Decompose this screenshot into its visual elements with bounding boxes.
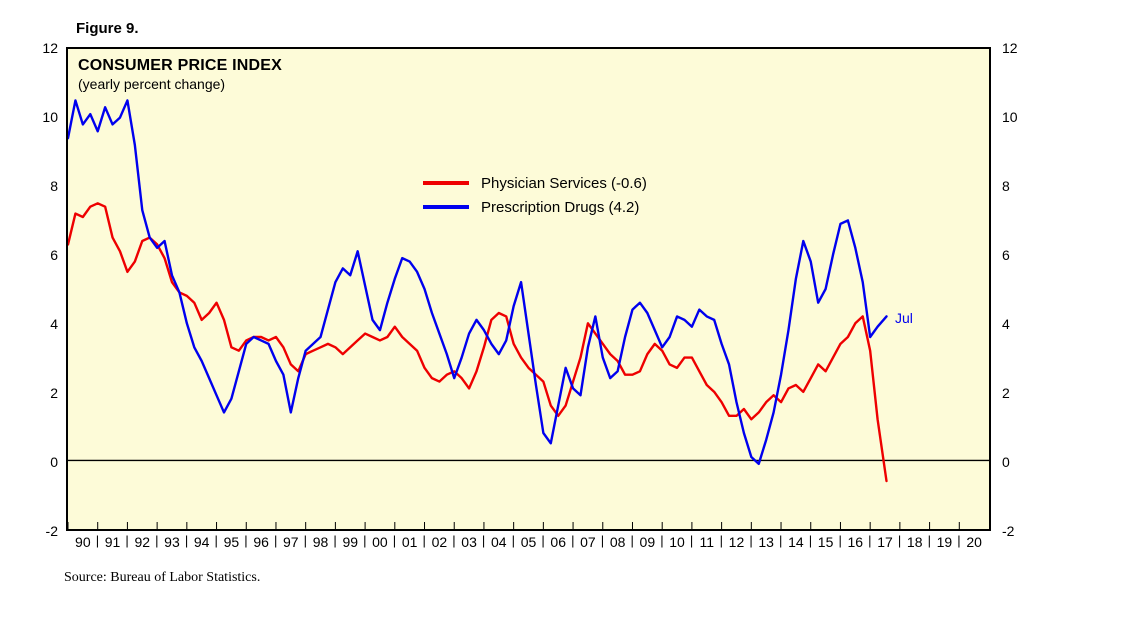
x-axis-tick-separator: | [392, 533, 397, 548]
x-axis-tick-separator: | [95, 533, 100, 548]
y-axis-tick-right-8: 8 [1002, 178, 1010, 194]
x-axis-tick-08: 08 [609, 534, 626, 550]
x-axis-tick-separator: | [303, 533, 308, 548]
legend-item-physician [423, 171, 647, 195]
y-axis-tick-right-0: 0 [1002, 454, 1010, 470]
x-axis-tick-separator: | [868, 533, 872, 548]
x-axis-tick-16: 16 [847, 534, 864, 550]
x-axis-tick-03: 03 [461, 534, 477, 550]
x-axis-tick-92: 92 [134, 534, 151, 550]
legend-label-physician: Physician Services (-0.6) [481, 174, 647, 192]
y-axis-tick-left-0: 0 [50, 454, 58, 470]
x-axis-tick-01: 01 [401, 534, 418, 550]
y-axis-tick-right-4: 4 [1002, 316, 1010, 332]
y-axis-tick-right-6: 6 [1002, 247, 1010, 263]
y-axis-tick-left-2: 2 [50, 385, 58, 401]
y-axis-tick-right-neg2: -2 [1002, 523, 1015, 539]
x-axis-tick-20: 20 [966, 534, 982, 550]
x-axis-tick-99: 99 [342, 534, 359, 550]
x-axis-tick-separator: | [363, 533, 367, 548]
y-axis-tick-left-4: 4 [50, 316, 58, 332]
x-axis-tick-04: 04 [490, 534, 507, 550]
x-axis-tick-separator: | [125, 533, 129, 548]
x-axis-tick-separator: | [660, 533, 664, 548]
x-axis-tick-13: 13 [758, 534, 774, 550]
y-axis-tick-left-8: 8 [50, 178, 58, 194]
x-axis-tick-separator: | [808, 533, 813, 548]
x-axis-tick-separator: | [184, 533, 189, 548]
x-axis-tick-14: 14 [788, 534, 804, 550]
x-axis-tick-separator: | [897, 533, 902, 548]
x-axis-tick-separator: | [838, 533, 842, 548]
x-axis-tick-19: 19 [936, 534, 953, 550]
x-axis-tick-separator: | [333, 533, 337, 548]
y-axis-tick-left-6: 6 [50, 247, 58, 263]
chart-header-subtitle: (yearly percent change) [78, 76, 226, 92]
x-axis-tick-separator: | [481, 533, 486, 548]
legend-item-prescription [423, 195, 647, 219]
y-axis-tick-right-12: 12 [1002, 40, 1018, 56]
chart-legend [423, 171, 647, 219]
legend-swatch-physician [423, 181, 469, 185]
x-axis-tick-separator: | [719, 533, 723, 548]
figure-title: Figure 9. [76, 20, 139, 37]
x-axis-tick-06: 06 [550, 534, 566, 550]
series-line-physician-services [68, 203, 887, 481]
x-axis-tick-separator: | [600, 533, 605, 548]
y-axis-tick-left-12: 12 [42, 40, 58, 56]
x-axis-tick-separator: | [749, 533, 753, 548]
last-point-annotation: Jul [895, 310, 913, 326]
x-axis-tick-18: 18 [906, 534, 923, 550]
x-axis-tick-separator: | [571, 533, 575, 548]
x-axis-tick-separator: | [957, 533, 961, 548]
chart-header [78, 57, 282, 92]
x-axis-tick-separator: | [630, 533, 634, 548]
chart-plot-area [66, 47, 991, 531]
x-axis-tick-07: 07 [580, 534, 596, 550]
x-axis-tick-12: 12 [728, 534, 745, 550]
y-axis-tick-left-10: 10 [42, 109, 58, 125]
x-axis-tick-separator: | [214, 533, 218, 548]
x-axis-tick-96: 96 [253, 534, 269, 550]
x-axis-tick-94: 94 [193, 534, 210, 550]
x-axis-tick-separator: | [244, 533, 248, 548]
source-note: Source: Bureau of Labor Statistics. [64, 570, 261, 585]
legend-label-prescription: Prescription Drugs (4.2) [481, 198, 640, 216]
x-axis-tick-93: 93 [164, 534, 180, 550]
x-axis-tick-90: 90 [75, 534, 91, 550]
x-axis-tick-separator: | [452, 533, 456, 548]
x-axis-tick-02: 02 [431, 534, 448, 550]
x-axis-tick-15: 15 [817, 534, 834, 550]
x-axis-tick-separator: | [155, 533, 159, 548]
y-axis-tick-right-2: 2 [1002, 385, 1010, 401]
x-axis-tick-separator: | [541, 533, 545, 548]
x-axis-tick-separator: | [511, 533, 516, 548]
chart-header-title: CONSUMER PRICE INDEX [78, 57, 283, 74]
chart-canvas [68, 49, 989, 529]
x-axis-tick-17: 17 [877, 534, 893, 550]
x-axis-tick-separator: | [689, 533, 694, 548]
x-axis-tick-05: 05 [520, 534, 537, 550]
y-axis-tick-right-10: 10 [1002, 109, 1018, 125]
x-axis-tick-separator: | [273, 533, 278, 548]
series-line-prescription-drugs [68, 100, 887, 463]
legend-swatch-prescription [423, 205, 469, 209]
x-axis-tick-separator: | [422, 533, 426, 548]
x-axis-tick-separator: | [779, 533, 783, 548]
x-axis-tick-98: 98 [312, 534, 329, 550]
x-axis-tick-95: 95 [223, 534, 240, 550]
x-axis-tick-10: 10 [669, 534, 685, 550]
x-axis-tick-09: 09 [639, 534, 656, 550]
x-axis-tick-00: 00 [372, 534, 388, 550]
x-axis-tick-91: 91 [104, 534, 121, 550]
x-axis-tick-11: 11 [699, 534, 715, 550]
x-axis-tick-97: 97 [283, 534, 299, 550]
x-axis-tick-separator: | [927, 533, 931, 548]
y-axis-tick-left-neg2: -2 [45, 523, 58, 539]
